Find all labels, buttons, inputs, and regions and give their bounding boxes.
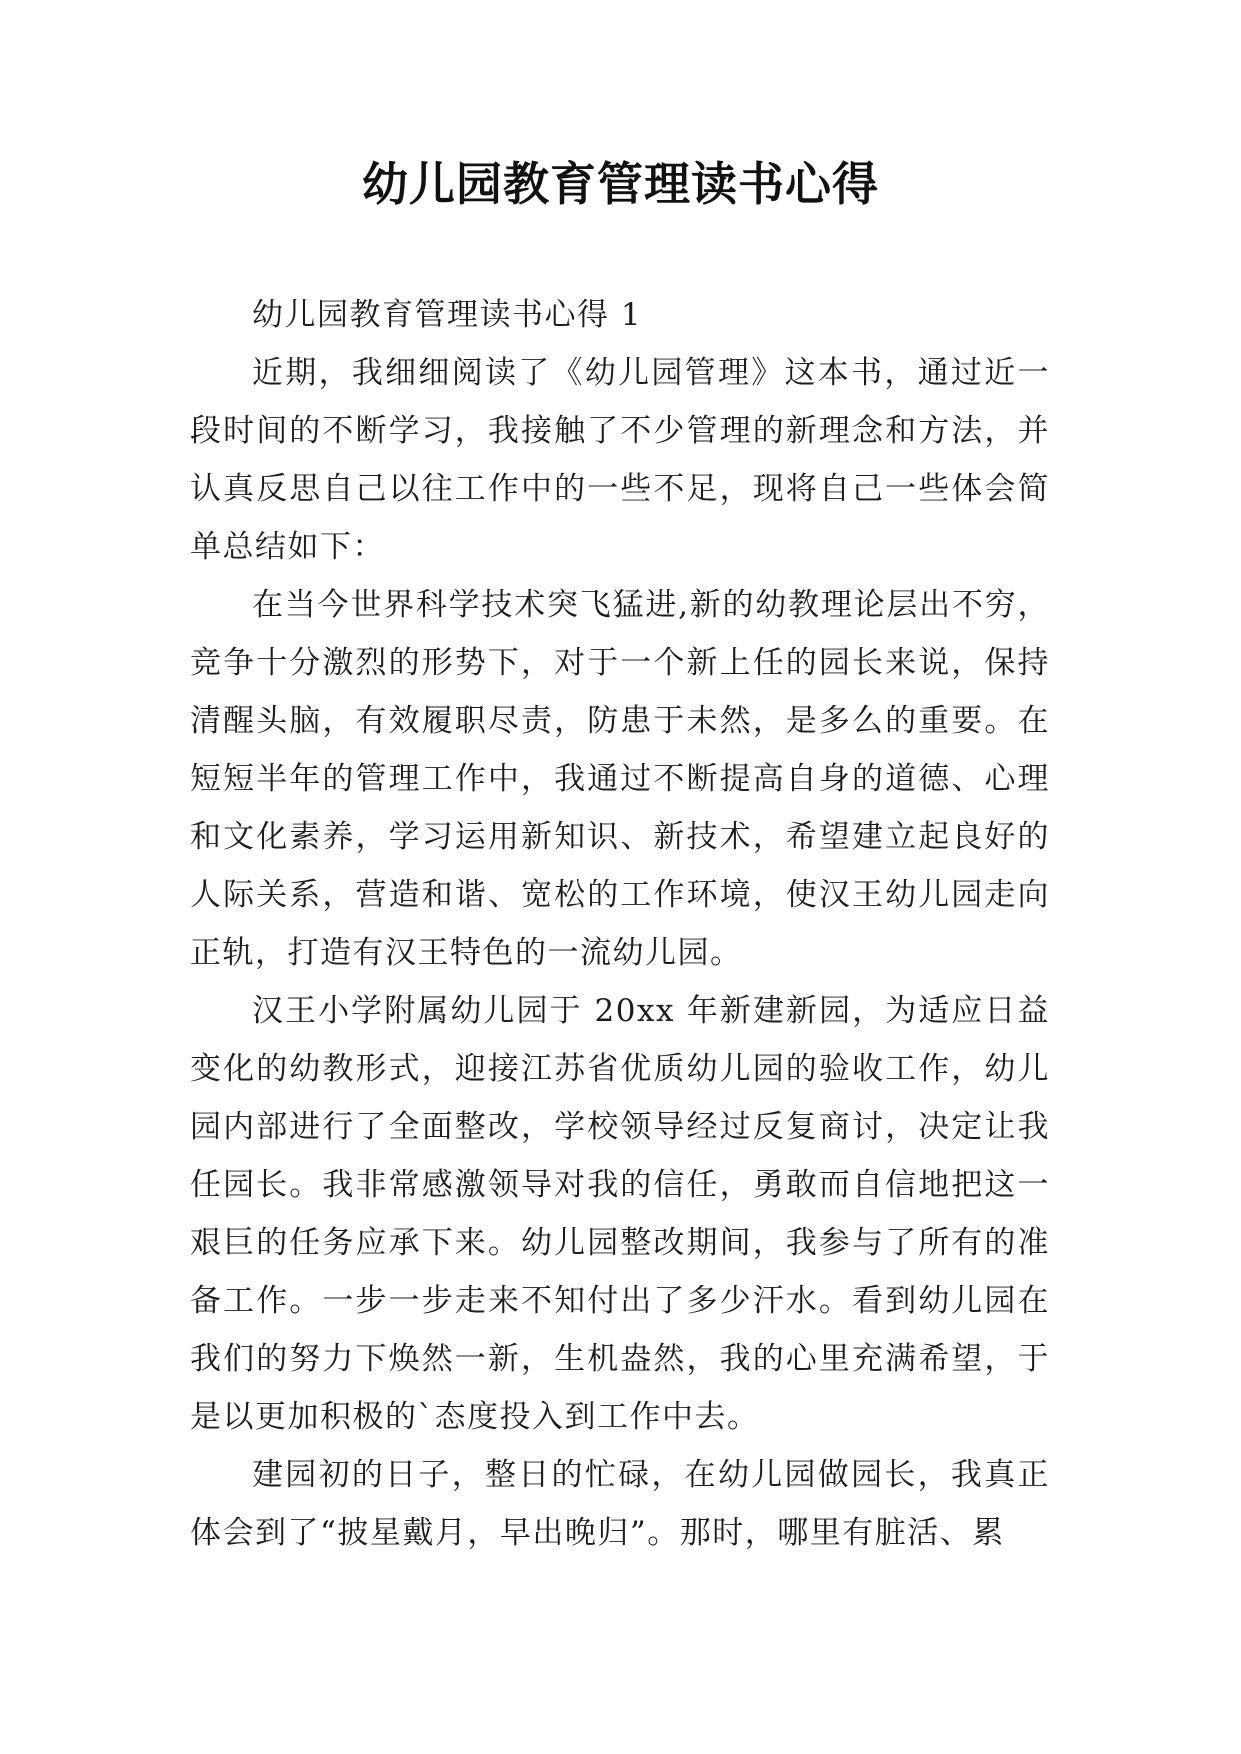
paragraph-context: 在当今世界科学技术突飞猛进,新的幼教理论层出不穷，竞争十分激烈的形势下，对于一个新上任的园长来说，保持清醒头脑，有效履职尽责，防患于未然，是多么的重要。在短短半年的管理工作中，我通过不断提高自身的道德、心理和文化素养，学习运用新知识、新技术，希望建立起良好的人际关系，营造和谐、宽松的工作环境，使汉王幼儿园走向正轨，打造有汉王特色的一流幼儿园。 bbox=[190, 587, 1050, 971]
paragraph-intro: 近期，我细细阅读了《幼儿园管理》这本书，通过近一段时间的不断学习，我接触了不少管理的新理念和方法，并认真反思自己以往工作中的一些不足，现将自己一些体会简单总结如下： bbox=[190, 355, 1050, 565]
document-body bbox=[190, 286, 1050, 1562]
paragraph-history: 汉王小学附属幼儿园于 20xx 年新建新园，为适应日益变化的幼教形式，迎接江苏省优质幼儿园的验收工作，幼儿园内部进行了全面整改，学校领导经过反复商讨，决定让我任园长。我非常感激领导对我的信任，勇敢而自信地把这一艰巨的任务应承下来。幼儿园整改期间，我参与了所有的准备工作。一步一步走来不知付出了多少汗水。看到幼儿园在我们的努力下焕然一新，生机盎然，我的心里充满希望，于是以更加积极的`态度投入到工作中去。 bbox=[190, 993, 1050, 1435]
document-title: 幼儿园教育管理读书心得 bbox=[362, 157, 879, 211]
paragraph-early-days: 建园初的日子，整日的忙碌，在幼儿园做园长，我真正体会到了“披星戴月，早出晚归”。那时，哪里有脏活、累 bbox=[190, 1457, 1050, 1551]
section-heading: 幼儿园教育管理读书心得 1 bbox=[252, 297, 643, 333]
